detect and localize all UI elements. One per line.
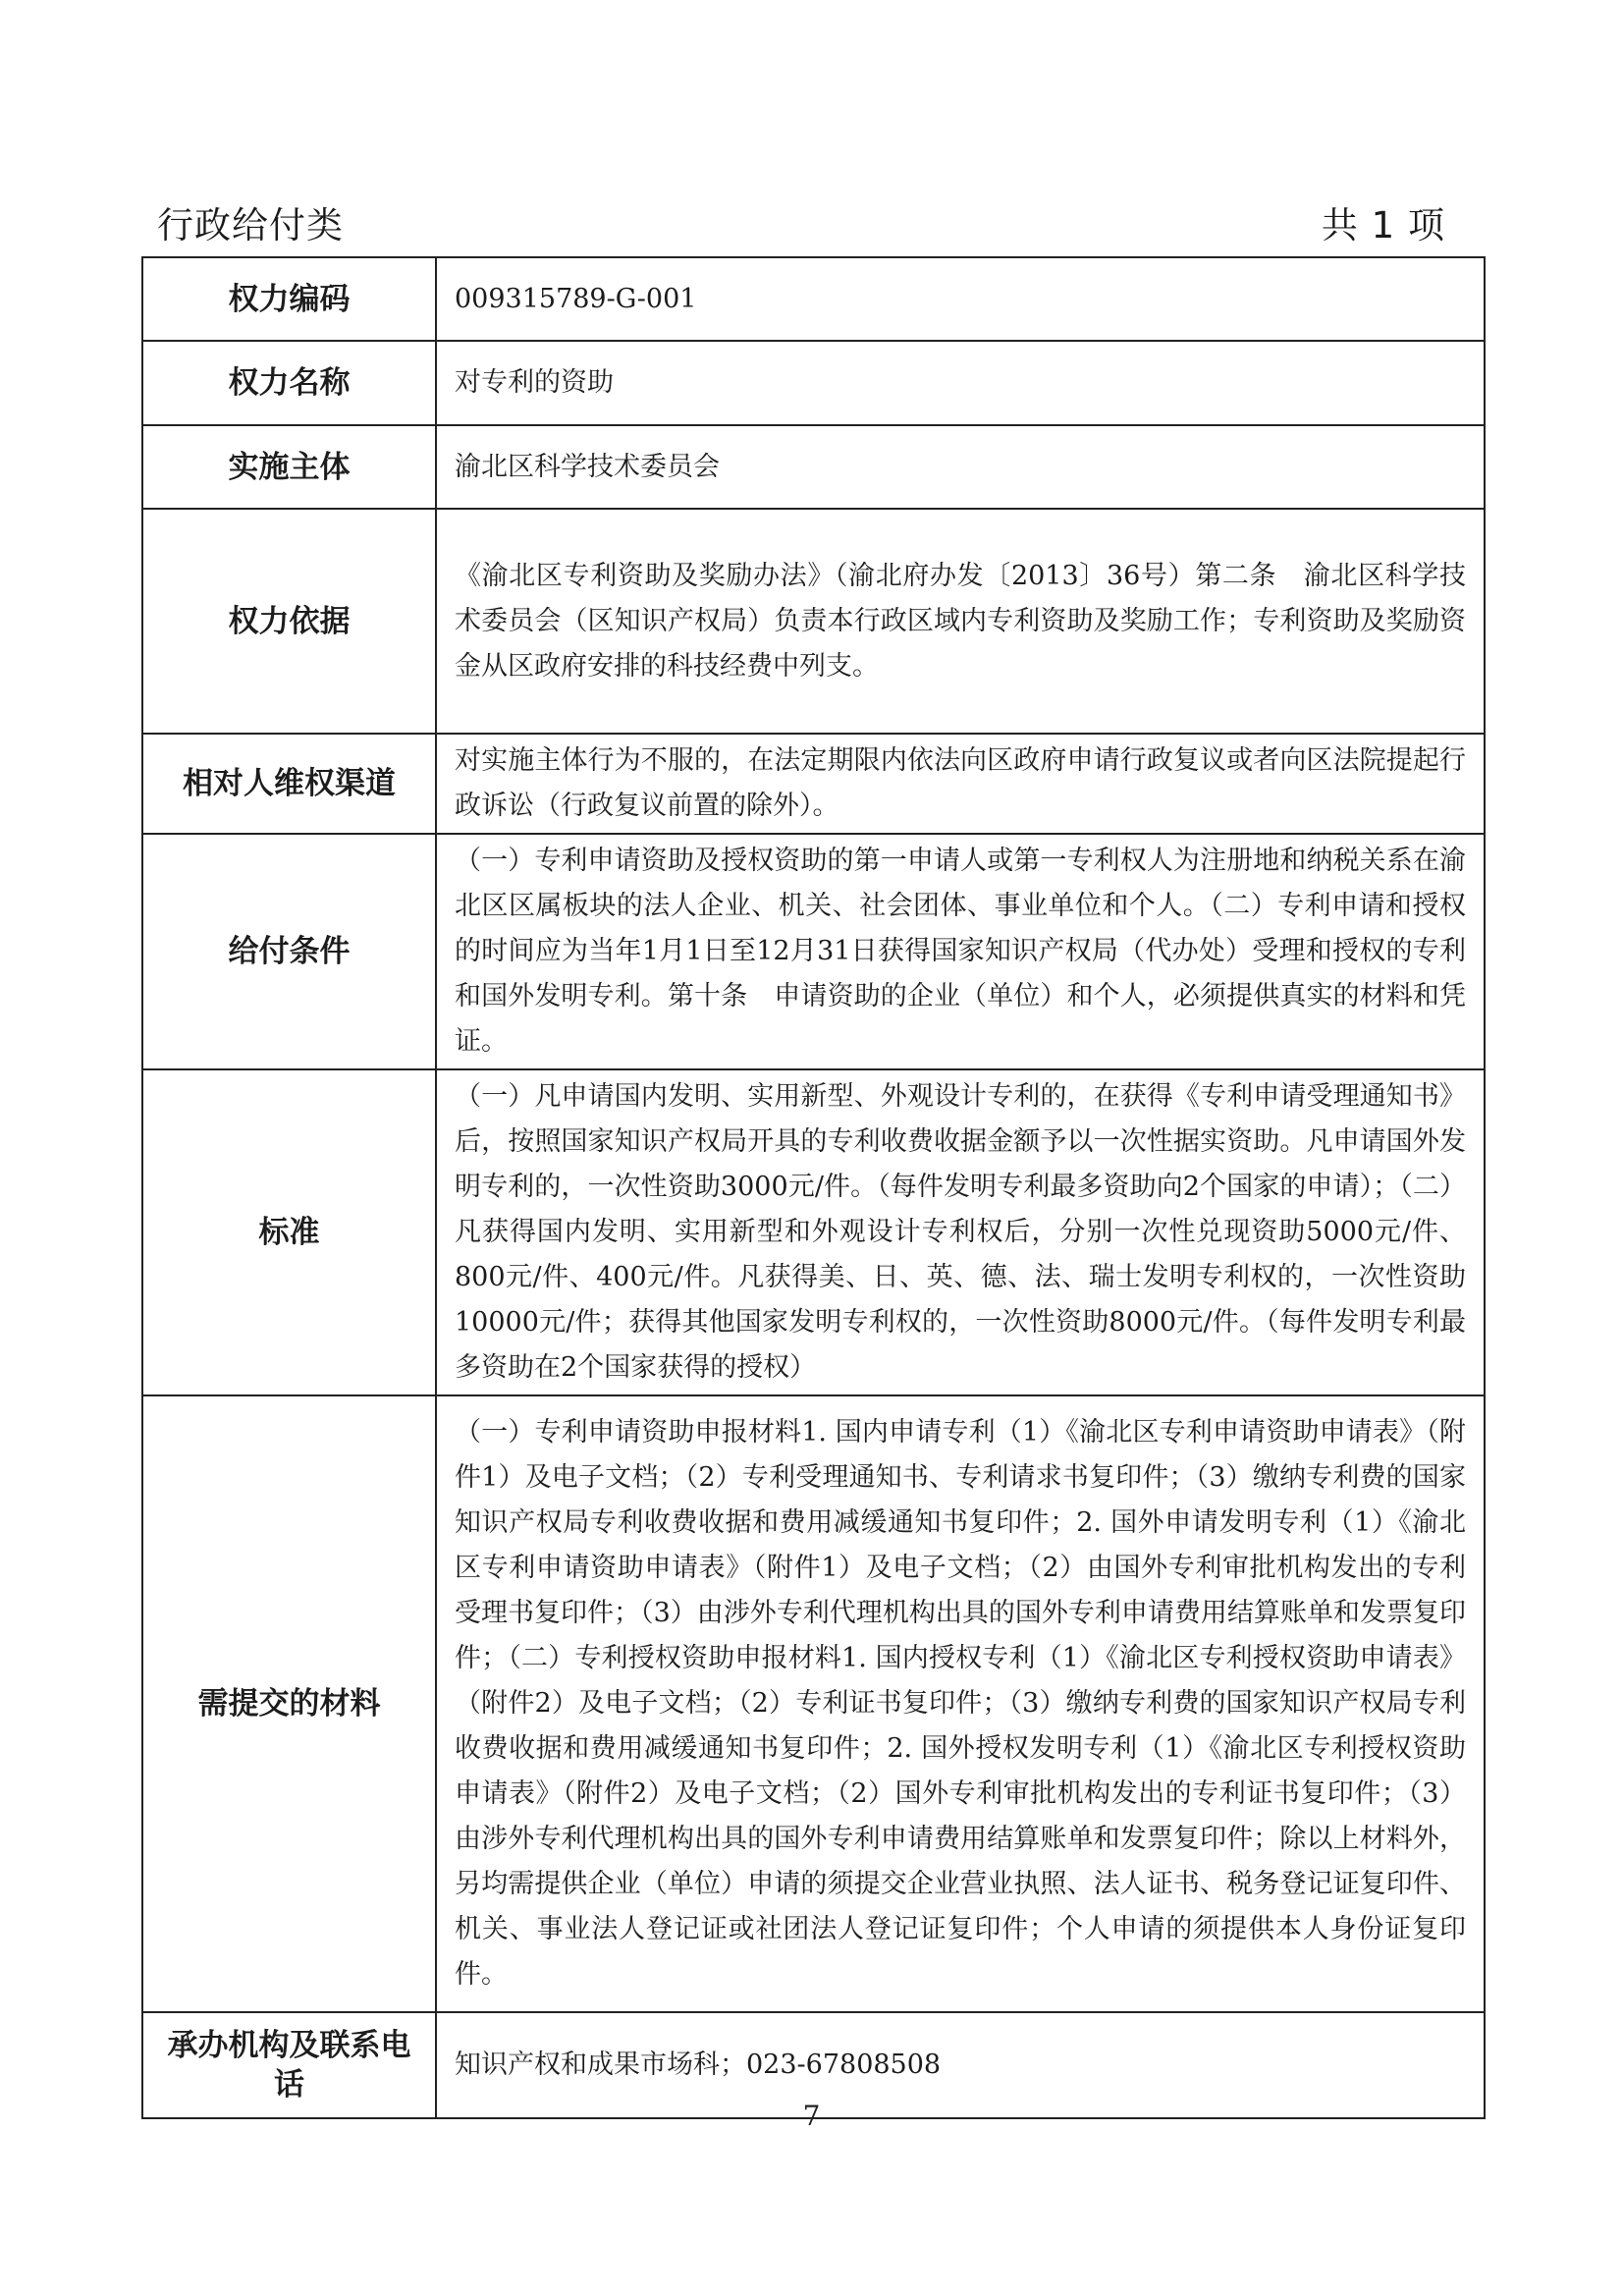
power-record-table <box>141 256 1486 2119</box>
row-value-rights-channel: 对实施主体行为不服的，在法定期限内依法向区政府申请行政复议或者向区法院提起行政诉讼（行政复议前置的除外）。 <box>436 734 1485 834</box>
table-row <box>142 834 1485 1069</box>
row-value-payment-conditions: （一）专利申请资助及授权资助的第一申请人或第一专利权人为注册地和纳税关系在渝北区区属板块的法人企业、机关、社会团体、事业单位和个人。（二）专利申请和授权的时间应为当年1月1日至12月31日获得国家知识产权局（代办处）受理和授权的专利和国外发明专利。第十条 申请资助的企业（单位）和个人，必须提供真实的材料和凭证。 <box>436 834 1485 1069</box>
row-label-standard: 标准 <box>142 1069 436 1395</box>
row-label-required-materials: 需提交的材料 <box>142 1395 436 2012</box>
row-label-implementing-body: 实施主体 <box>142 425 436 509</box>
row-value-handling-office: 知识产权和成果市场科；023-67808508 <box>436 2012 1485 2118</box>
row-label-payment-conditions: 给付条件 <box>142 834 436 1069</box>
row-value-power-name: 对专利的资助 <box>436 341 1485 425</box>
table-row <box>142 257 1485 341</box>
row-label-power-code: 权力编码 <box>142 257 436 341</box>
category-title: 行政给付类 <box>157 204 344 246</box>
row-value-legal-basis: 《渝北区专利资助及奖励办法》（渝北府办发〔2013〕36号）第二条 渝北区科学技术委员会（区知识产权局）负责本行政区域内专利资助及奖励工作；专利资助及奖励资金从区政府安排的科技经费中列支。 <box>436 509 1485 734</box>
row-value-required-materials: （一）专利申请资助申报材料1. 国内申请专利（1）《渝北区专利申请资助申请表》（附件1）及电子文档；（2）专利受理通知书、专利请求书复印件；（3）缴纳专利费的国家知识产权局专利收费收据和费用减缓通知书复印件；2. 国外申请发明专利（1）《渝北区专利申请资助申请表》（附件1）及电子文档；（2）由国外专利审批机构发出的专利受理书复印件；（3）由涉外专利代理机构出具的国外专利申请费用结算账单和发票复印件；（二）专利授权资助申报材料1. 国内授权专利（1）《渝北区专利授权资助申请表》（附件2）及电子文档；（2）专利证书复印件；（3）缴纳专利费的国家知识产权局专利收费收据和费用减缓通知书复印件；2. 国外授权发明专利（1）《渝北区专利授权资助申请表》（附件2）及电子文档；（2）国外专利审批机构发出的专利证书复印件；（3）由涉外专利代理机构出具的国外专利申请费用结算账单和发票复印件；除以上材料外，另均需提供企业（单位）申请的须提交企业营业执照、法人证书、税务登记证复印件、机关、事业法人登记证或社团法人登记证复印件；个人申请的须提供本人身份证复印件。 <box>436 1395 1485 2012</box>
row-value-standard: （一）凡申请国内发明、实用新型、外观设计专利的，在获得《专利申请受理通知书》后，按照国家知识产权局开具的专利收费收据金额予以一次性据实资助。凡申请国外发明专利的，一次性资助3000元/件。（每件发明专利最多资助向2个国家的申请）；（二）凡获得国内发明、实用新型和外观设计专利权后，分别一次性兑现资助5000元/件、800元/件、400元/件。凡获得美、日、英、德、法、瑞士发明专利权的，一次性资助10000元/件；获得其他国家发明专利权的，一次性资助8000元/件。（每件发明专利最多资助在2个国家获得的授权） <box>436 1069 1485 1395</box>
row-label-legal-basis: 权力依据 <box>142 509 436 734</box>
page-number: 7 <box>802 2100 821 2132</box>
table-row <box>142 425 1485 509</box>
row-value-implementing-body: 渝北区科学技术委员会 <box>436 425 1485 509</box>
row-label-power-name: 权力名称 <box>142 341 436 425</box>
item-count: 共 1 项 <box>1321 204 1445 246</box>
table-row <box>142 509 1485 734</box>
table-row <box>142 1395 1485 2012</box>
row-label-handling-office: 承办机构及联系电话 <box>142 2012 436 2118</box>
table-row <box>142 734 1485 834</box>
table-row <box>142 1069 1485 1395</box>
table-row <box>142 341 1485 425</box>
page-heading <box>157 200 1445 259</box>
row-label-rights-channel: 相对人维权渠道 <box>142 734 436 834</box>
row-value-power-code: 009315789-G-001 <box>436 257 1485 341</box>
